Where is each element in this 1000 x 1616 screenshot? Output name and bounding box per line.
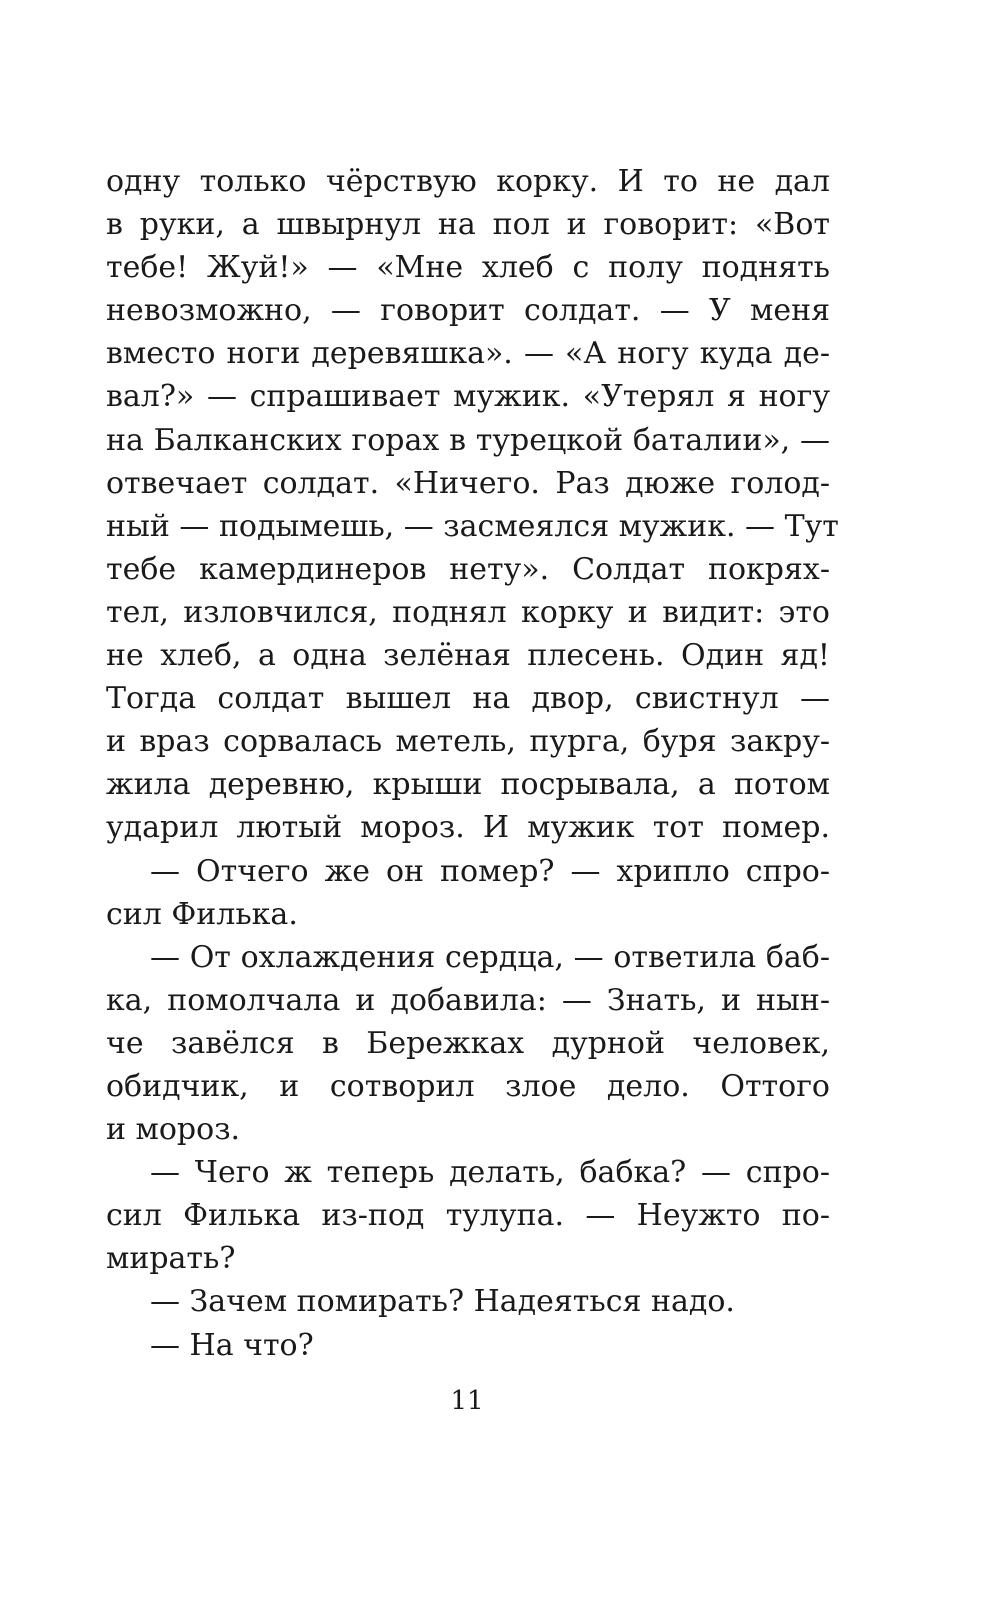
text-line: сил Филька. xyxy=(106,896,298,932)
text-line: на Балканских горах в турецкой баталии», — xyxy=(106,422,830,458)
text-line: — Отчего же он помер? — хрипло спро- xyxy=(150,853,830,889)
text-line: в руки, а швырнул на пол и говорит: «Вот xyxy=(106,207,830,243)
text-line: — Зачем помирать? Надеяться надо. xyxy=(150,1284,735,1320)
text-line: не хлеб, а одна зелёная плесень. Один яд! xyxy=(106,638,830,674)
page-number: 11 xyxy=(450,1386,484,1416)
text-line: — Чего ж теперь делать, бабка? — спро- xyxy=(150,1155,830,1191)
text-line: невозможно, — говорит солдат. — У меня xyxy=(106,293,830,329)
text-line: отвечает солдат. «Ничего. Раз дюже голод- xyxy=(106,465,830,501)
text-line: сил Филька из-под тулупа. — Неужто по- xyxy=(106,1198,830,1234)
body-text xyxy=(106,160,839,1367)
text-line: и мороз. xyxy=(106,1112,241,1148)
text-line: жила деревню, крыши посрывала, а потом xyxy=(106,767,830,803)
text-line: — От охлаждения сердца, — ответила баб- xyxy=(150,939,830,975)
text-line: ный — подымешь, — засмеялся мужик. — Тут xyxy=(106,508,839,544)
text-line: обидчик, и сотворил злое дело. Оттого xyxy=(106,1068,830,1104)
text-line: че завёлся в Бережках дурной человек, xyxy=(106,1025,830,1061)
text-line: — На что? xyxy=(150,1327,314,1363)
text-line: и враз сорвалась метель, пурга, буря закру- xyxy=(106,724,830,760)
text-line: тел, изловчился, поднял корку и видит: это xyxy=(106,594,830,630)
text-line: ка, помолчала и добавила: — Знать, и нын- xyxy=(106,982,830,1018)
text-line: тебе камердинеров нету». Солдат покрях- xyxy=(106,551,830,587)
text-line: мирать? xyxy=(106,1241,236,1277)
text-line: Тогда солдат вышел на двор, свистнул — xyxy=(106,681,830,717)
text-line: тебе! Жуй!» — «Мне хлеб с полу поднять xyxy=(106,250,830,286)
text-line: ударил лютый мороз. И мужик тот помер. xyxy=(106,810,830,846)
text-line: одну только чёрствую корку. И то не дал xyxy=(106,164,830,199)
text-line: вал?» — спрашивает мужик. «Утерял я ногу xyxy=(106,379,830,415)
text-line: вместо ноги деревяшка». — «А ногу куда де- xyxy=(106,336,830,372)
